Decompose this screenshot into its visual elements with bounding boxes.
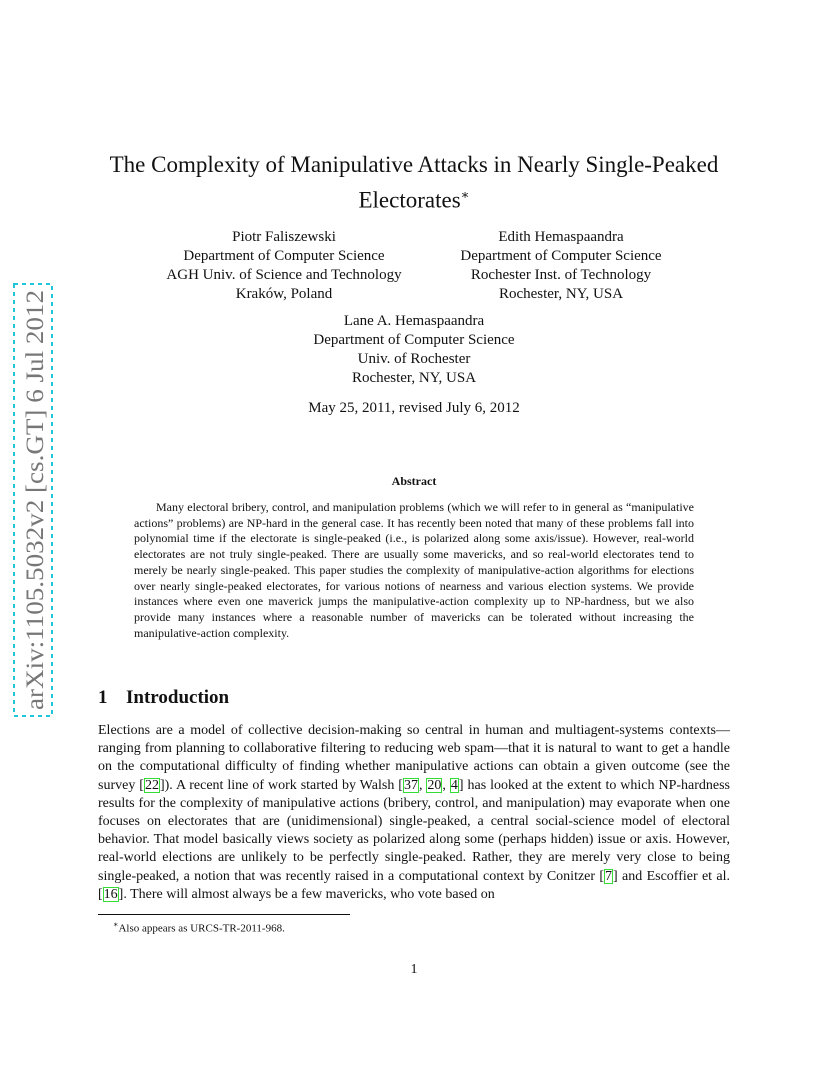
- citation-link[interactable]: 22: [144, 777, 159, 793]
- title-line-2: Electorates: [358, 187, 461, 213]
- arxiv-identifier-stamp: [8, 282, 62, 718]
- title-footnote-mark: ∗: [460, 187, 470, 202]
- footnote-divider: [98, 914, 350, 915]
- author-location: Rochester, NY, USA: [498, 286, 624, 302]
- intro-text: ]. There will almost always be a few mavericks, who vote based on: [118, 886, 495, 902]
- abstract-heading: Abstract: [391, 474, 437, 488]
- citation-link[interactable]: 4: [450, 777, 458, 793]
- author-block-3: [284, 312, 544, 388]
- author-department: Department of Computer Science: [183, 248, 385, 264]
- intro-text: ,: [442, 777, 450, 793]
- abstract-body: Many electoral bribery, control, and manipulation problems (which we will refer to in general as “manipulative actions” problems) are NP-hard in the general case. It has recently been noted that many of these problems fall into polynomial time if the electorate is single-peaked (i.e., is polarized along some axis/issue). However, real-world electorates are not truly single-peaked. There are usually some mavericks, and so real-world electorates tend to merely be nearly single-peaked. This paper studies the complexity of manipulative-action algorithms for elections over nearly single-peaked electorates, for various notions of nearness and various election systems. We provide instances where even one maverick jumps the manipulative-action complexity up to NP-hardness, but we also provide many instances where a reasonable number of mavericks can be tolerated without increasing the manipulative-action complexity.: [134, 500, 694, 640]
- section-number: 1: [98, 687, 108, 708]
- intro-text: ,: [418, 777, 427, 793]
- introduction-paragraph: [98, 722, 730, 904]
- citation-link[interactable]: 37: [403, 777, 418, 793]
- intro-text: ] and Escoffier et al. [: [98, 868, 730, 902]
- author-location: Kraków, Poland: [235, 286, 333, 302]
- author-department: Department of Computer Science: [313, 332, 515, 348]
- footnote-text: Also appears as URCS-TR-2011-968.: [118, 922, 285, 935]
- author-institution: Rochester Inst. of Technology: [470, 267, 652, 283]
- author-name: Piotr Faliszewski: [232, 229, 336, 245]
- citation-link[interactable]: 20: [427, 777, 442, 793]
- paper-title: [80, 150, 748, 216]
- author-block-2: [431, 228, 691, 304]
- arxiv-identifier-text: arXiv:1105.5032v2 [cs.GT] 6 Jul 2012: [22, 322, 49, 710]
- page-number: 1: [410, 962, 418, 977]
- author-location: Rochester, NY, USA: [351, 370, 477, 386]
- intro-text: ] has looked at the extent to which NP-hardness results for the complexity of manipulative actions (bribery, control, and manipulation) may evaporate when one focuses on electorates that are (unidimensional) single-peaked, a central social-science model of electoral behavior. That model basically views society as polarized along some (perhaps hidden) issue or axis. However, real-world elections are unlikely to be perfectly single-peaked. Rather, they are merely very close to being single-peaked, a notion that was recently raised in a computational context by Conitzer [: [98, 777, 731, 884]
- section-title: Introduction: [126, 687, 230, 708]
- citation-link[interactable]: 16: [103, 886, 118, 902]
- author-name: Lane A. Hemaspaandra: [343, 313, 485, 329]
- intro-text: Elections are a model of collective decision-making so central in human and multiagent-systems contexts—ranging from planning to collaborative filtering to reducing web spam—that it is natural to want to get a handle on the computational difficulty of finding whether manipulative actions can obtain a given outcome (see the survey [: [98, 723, 730, 793]
- footnote-mark: ∗: [113, 920, 119, 929]
- section-heading: [98, 687, 229, 709]
- title-line-1: The Complexity of Manipulative Attacks in Nearly Single-Peaked: [109, 152, 719, 177]
- paper-date: May 25, 2011, revised July 6, 2012: [308, 400, 520, 416]
- author-institution: Univ. of Rochester: [357, 351, 471, 367]
- footnote: [113, 920, 285, 935]
- author-institution: AGH Univ. of Science and Technology: [166, 267, 402, 283]
- author-block-1: [154, 228, 414, 304]
- author-department: Department of Computer Science: [460, 248, 662, 264]
- intro-text: ]). A recent line of work started by Walsh [: [159, 777, 403, 793]
- author-name: Edith Hemaspaandra: [498, 229, 624, 245]
- citation-link[interactable]: 7: [605, 868, 613, 884]
